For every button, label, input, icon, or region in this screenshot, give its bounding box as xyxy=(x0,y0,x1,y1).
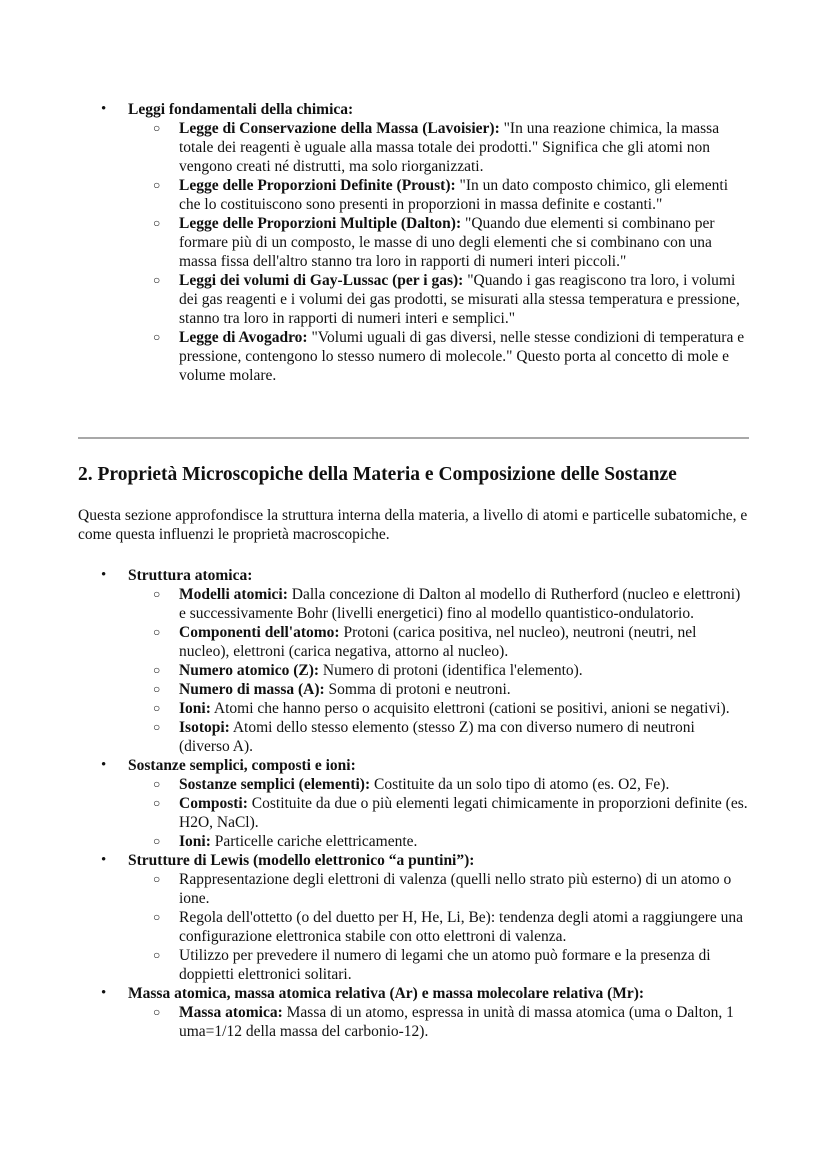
bullet-icon: • xyxy=(101,757,107,773)
sub-bullet-icon: ○ xyxy=(153,587,161,601)
sub-list-item-lavoisier xyxy=(128,119,758,176)
sub-list-item xyxy=(128,718,758,756)
bullet-icon: • xyxy=(101,852,107,868)
sub-bullet-icon: ○ xyxy=(153,796,161,810)
sub-bullet-icon: ○ xyxy=(153,682,161,696)
sub-list xyxy=(128,585,758,756)
term: Modelli atomici: xyxy=(179,586,288,603)
sub-bullet-icon: ○ xyxy=(153,777,161,791)
sub-list-item xyxy=(128,661,758,680)
definition: Numero di protoni (identifica l'elemento). xyxy=(319,662,583,679)
list-heading: Leggi fondamentali della chimica: xyxy=(128,101,354,118)
term: Componenti dell'atomo: xyxy=(179,624,340,641)
list-heading: Sostanze semplici, composti e ioni: xyxy=(128,757,356,774)
list-item-leggi-fondamentali xyxy=(0,100,828,385)
list-item-massa-atomica xyxy=(0,984,828,1041)
term: Numero atomico (Z): xyxy=(179,662,320,679)
bullet-icon: • xyxy=(101,567,107,583)
term: Ioni: xyxy=(179,700,211,717)
sub-bullet-icon: ○ xyxy=(153,273,161,287)
sub-list-item-avogadro xyxy=(128,328,758,385)
sub-bullet-icon: ○ xyxy=(153,872,161,886)
microscopic-properties-list xyxy=(0,566,828,1041)
definition: Costituite da un solo tipo di atomo (es. O2, Fe). xyxy=(370,776,670,793)
list-item-lewis xyxy=(0,851,828,984)
sub-list-item xyxy=(128,1003,758,1041)
list-heading: Strutture di Lewis (modello elettronico “a puntini”): xyxy=(128,852,475,869)
definition: "In un dato composto chimico, gli elementi che lo costituiscono sono presenti in proporzioni in massa definite e costanti." xyxy=(179,177,729,213)
sub-list-item xyxy=(128,794,758,832)
sub-list xyxy=(128,775,758,851)
definition: Protoni (carica positiva, nel nucleo), neutroni (neutri, nel nucleo), elettroni (carica negativa, attorno al nucleo). xyxy=(179,624,697,660)
term: Numero di massa (A): xyxy=(179,681,325,698)
list-item-sostanze xyxy=(0,756,828,851)
sub-list-item xyxy=(128,699,758,718)
term: Legge delle Proporzioni Multiple (Dalton): xyxy=(179,215,462,232)
sub-bullet-icon: ○ xyxy=(153,834,161,848)
term: Isotopi: xyxy=(179,719,230,736)
fundamental-laws-list xyxy=(0,100,828,385)
sub-list-item-gay-lussac xyxy=(128,271,758,328)
list-heading: Struttura atomica: xyxy=(128,567,253,584)
section-intro-paragraph: Questa sezione approfondisce la struttura interna della materia, a livello di atomi e particelle subatomiche, e come questa influenzi le proprietà macroscopiche. xyxy=(78,507,748,543)
sub-list xyxy=(128,1003,758,1041)
sub-bullet-icon: ○ xyxy=(153,625,161,639)
horizontal-divider xyxy=(78,437,749,439)
sub-list-item xyxy=(128,832,758,851)
definition: Particelle cariche elettricamente. xyxy=(210,833,418,850)
list-heading: Massa atomica, massa atomica relativa (Ar) e massa molecolare relativa (Mr): xyxy=(128,985,645,1002)
bullet-icon: • xyxy=(101,101,107,117)
section-heading: 2. Proprietà Microscopiche della Materia e Composizione delle Sostanze xyxy=(78,464,677,485)
sub-bullet-icon: ○ xyxy=(153,216,161,230)
sub-list-item xyxy=(128,908,758,946)
term: Legge delle Proporzioni Definite (Proust): xyxy=(179,177,456,194)
sub-list-item xyxy=(128,585,758,623)
term: Ioni: xyxy=(179,833,211,850)
sub-bullet-icon: ○ xyxy=(153,720,161,734)
sub-list xyxy=(128,119,758,385)
definition: Utilizzo per prevedere il numero di legami che un atomo può formare e la presenza di doppietti elettronici solitari. xyxy=(179,947,711,983)
definition: Costituite da due o più elementi legati chimicamente in proporzioni definite (es. H2O, NaCl). xyxy=(179,795,748,831)
sub-bullet-icon: ○ xyxy=(153,178,161,192)
definition: "Quando i gas reagiscono tra loro, i volumi dei gas reagenti e i volumi dei gas prodotti, se misurati alla stessa temperatura e pressione, stanno tra loro in rapporti di numeri interi e semplici." xyxy=(179,272,740,327)
bullet-icon: • xyxy=(101,985,107,1001)
term: Massa atomica: xyxy=(179,1004,283,1021)
sub-list-item xyxy=(128,680,758,699)
sub-list xyxy=(128,870,758,984)
definition: Dalla concezione di Dalton al modello di Rutherford (nucleo e elettroni) e successivamente Bohr (livelli energetici) fino al modello quantistico-ondulatorio. xyxy=(179,586,741,622)
sub-bullet-icon: ○ xyxy=(153,910,161,924)
definition: "Quando due elementi si combinano per formare più di un composto, le masse di uno degli elementi che si combinano con una massa fissa dell'altro stanno tra loro in rapporti di numeri interi piccoli." xyxy=(179,215,715,270)
term: Sostanze semplici (elementi): xyxy=(179,776,371,793)
definition: Atomi che hanno perso o acquisito elettroni (cationi se positivi, anioni se negativi). xyxy=(210,700,730,717)
definition: Atomi dello stesso elemento (stesso Z) ma con diverso numero di neutroni (diverso A). xyxy=(179,719,695,755)
sub-bullet-icon: ○ xyxy=(153,663,161,677)
definition: Rappresentazione degli elettroni di valenza (quelli nello strato più esterno) di un atomo o ione. xyxy=(179,871,732,907)
sub-list-item xyxy=(128,623,758,661)
sub-bullet-icon: ○ xyxy=(153,948,161,962)
term: Composti: xyxy=(179,795,248,812)
term: Leggi dei volumi di Gay-Lussac (per i gas): xyxy=(179,272,464,289)
sub-bullet-icon: ○ xyxy=(153,330,161,344)
sub-bullet-icon: ○ xyxy=(153,1005,161,1019)
sub-bullet-icon: ○ xyxy=(153,121,161,135)
definition: "Volumi uguali di gas diversi, nelle stesse condizioni di temperatura e pressione, contengono lo stesso numero di molecole." Questo porta al concetto di mole e volume molare. xyxy=(179,329,745,384)
definition: Somma di protoni e neutroni. xyxy=(324,681,511,698)
definition: Regola dell'ottetto (o del duetto per H, He, Li, Be): tendenza degli atomi a raggiungere una configurazione elettronica stabile con otto elettroni di valenza. xyxy=(179,909,744,945)
sub-list-item xyxy=(128,946,758,984)
sub-list-item-dalton xyxy=(128,214,758,271)
sub-list-item xyxy=(128,870,758,908)
sub-bullet-icon: ○ xyxy=(153,701,161,715)
definition: "In una reazione chimica, la massa totale dei reagenti è uguale alla massa totale dei prodotti." Significa che gli atomi non vengono creati né distrutti, ma solo riorganizzati. xyxy=(179,120,720,175)
term: Legge di Conservazione della Massa (Lavoisier): xyxy=(179,120,500,137)
definition: Massa di un atomo, espressa in unità di massa atomica (uma o Dalton, 1 uma=1/12 della massa del carbonio-12). xyxy=(179,1004,734,1040)
sub-list-item xyxy=(128,775,758,794)
sub-list-item-proust xyxy=(128,176,758,214)
term: Legge di Avogadro: xyxy=(179,329,308,346)
list-item-struttura-atomica xyxy=(0,566,828,756)
